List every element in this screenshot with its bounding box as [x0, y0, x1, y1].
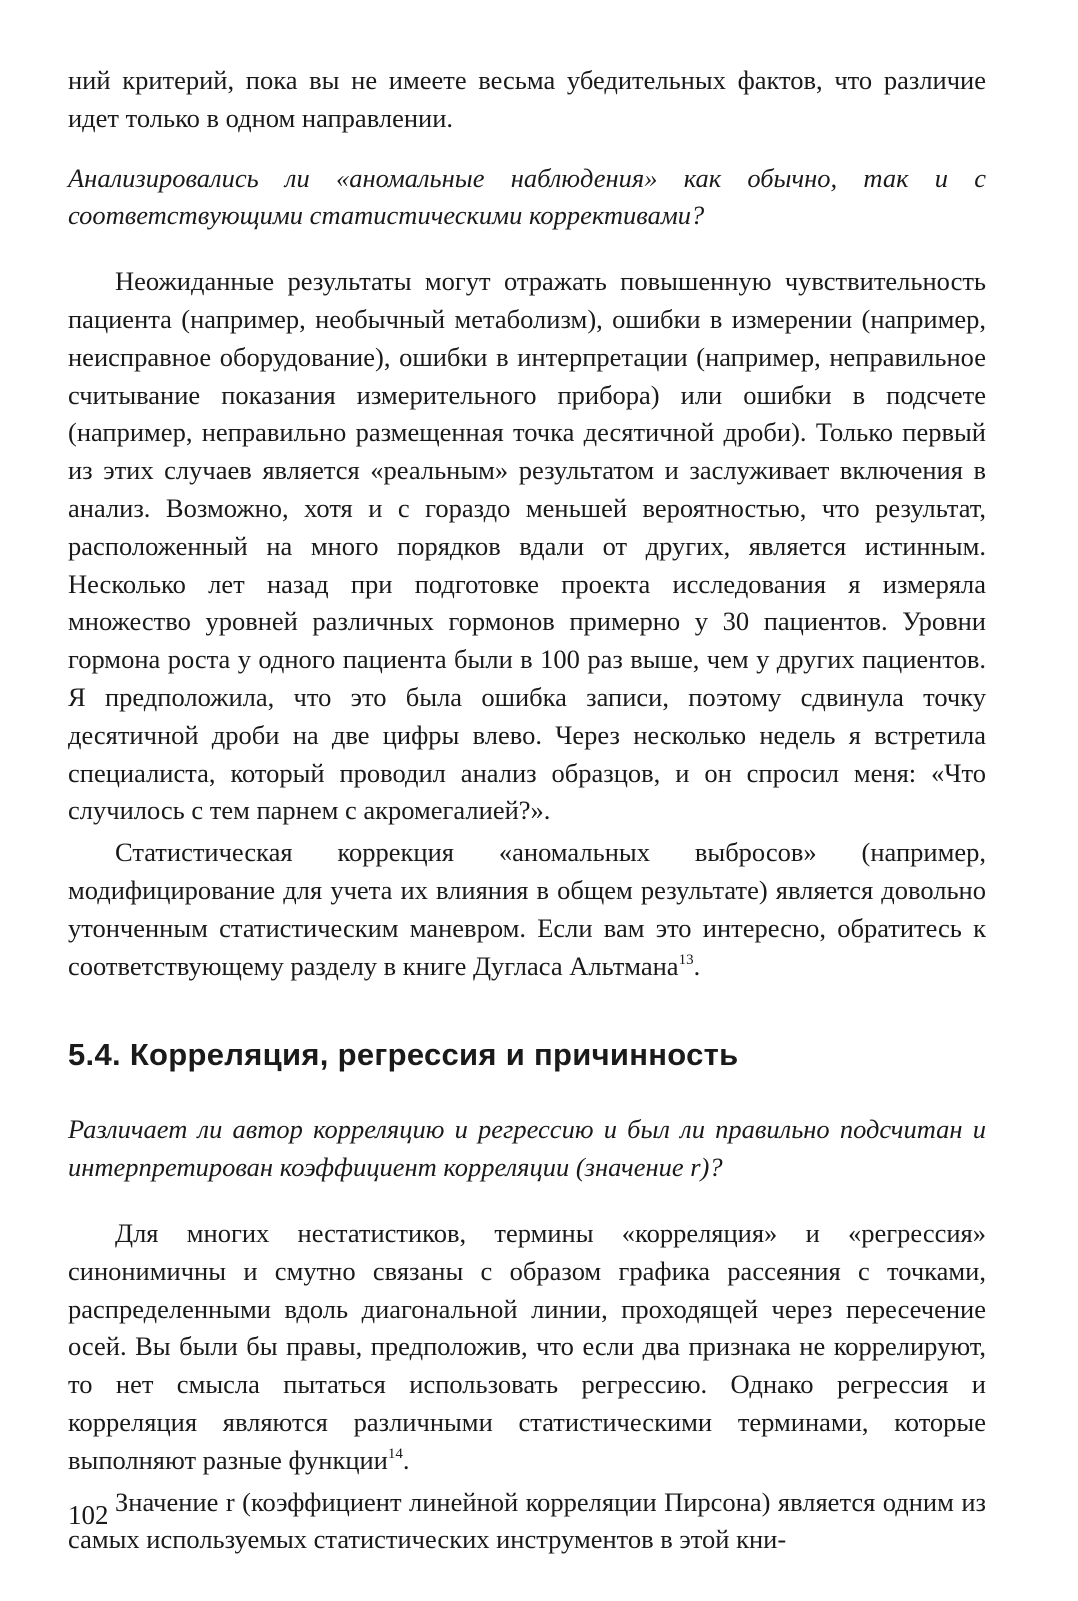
paragraph-pearson-r: Значение r (коэффициент линейной корреляции Пирсона) является одним из самых используемых статистических инструментов в этой кни- [68, 1486, 986, 1555]
paragraph-outlier-correction [68, 834, 986, 985]
question-outliers: Анализировались ли «аномальные наблюдения» как обычно, так и с соответствующими статистическими коррективами? [68, 162, 986, 231]
page-number: 102 [68, 1500, 109, 1530]
section-heading: 5.4. Корреляция, регрессия и причинность [68, 1037, 739, 1073]
paragraph-outlier-correction-text: Статистическая коррекция «аномальных выбросов» (например, модифицирование для учета их влияния в общем результате) является довольно утонченным статистическим маневром. Если вам это интересно, обратитесь к соответствующему разделу в книге Дугласа Альтмана [68, 837, 986, 981]
question-correlation: Различает ли автор корреляцию и регрессию и был ли правильно подсчитан и интерпретирован коэффициент корреляции (значение r)? [68, 1114, 986, 1183]
page-body [68, 62, 986, 1559]
paragraph-continuation: ний критерий, пока вы не имеете весьма убедительных фактов, что различие идет только в одном направлении. [68, 65, 986, 133]
paragraph-end-period: . [402, 1444, 410, 1475]
paragraph-end-period: . [693, 950, 701, 981]
footnote-ref-13: 13 [678, 951, 694, 968]
footnote-ref-14: 14 [387, 1445, 403, 1462]
paragraph-correlation-regression [68, 1215, 986, 1480]
paragraph-unexpected-results: Неожиданные результаты могут отражать повышенную чувствительность пациента (например, необычный метаболизм), ошибки в измерении (например, неисправное оборудование), ошибки в интерпретации (например, неправильное считывание показания измерительного прибора) или ошибки в подсчете (например, неправильно размещенная точка десятичной дроби). Только первый из этих случаев является «реальным» результатом и заслуживает включения в анализ. Возможно, хотя и с гораздо меньшей вероятностью, что результат, расположенный на много порядков вдали от других, является истинным. Несколько лет назад при подготовке проекта исследования я измеряла множество уровней различных гормонов примерно у 30 пациентов. Уровни гормона роста у одного пациента были в 100 раз выше, чем у других пациентов. Я предположила, что это была ошибка записи, поэтому сдвинула точку десятичной дроби на две цифры влево. Через несколько недель я встретила специалиста, который проводил анализ образцов, и он спросил меня: «Что случилось с тем парнем с акромегалией?». [68, 266, 986, 826]
paragraph-correlation-regression-text: Для многих нестатистиков, термины «корреляция» и «регрессия» синонимичны и смутно связаны с образом графика рассеяния с точками, распределенными вдоль диагональной линии, проходящей через пересечение осей. Вы были бы правы, предположив, что если два признака не коррелируют, то нет смысла пытаться использовать регрессию. Однако регрессия и корреляция являются различными статистическими терминами, которые выполняют разные функции [68, 1217, 986, 1475]
